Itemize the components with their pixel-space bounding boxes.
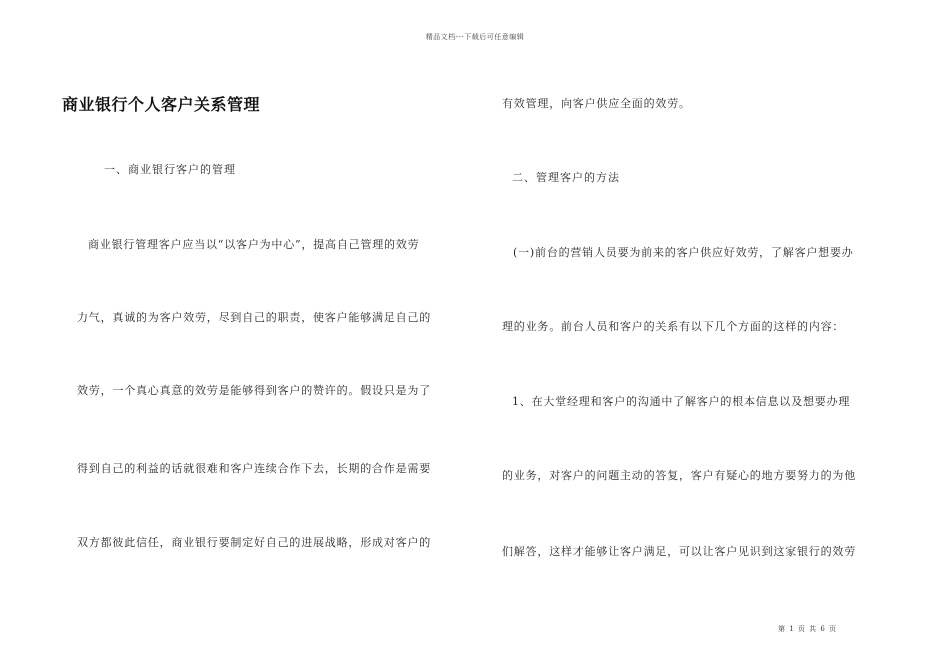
section-heading-client-management: 一、商业银行客户的管理 xyxy=(104,163,236,176)
paragraph-line: 1、在大堂经理和客户的沟通中了解客户的根本信息以及想要办理 xyxy=(512,395,851,408)
paragraph-line: 们解答，这样才能够让客户满足，可以让客户见识到这家银行的效劳 xyxy=(502,545,856,558)
paragraph-line: 的业务，对客户的问题主动的答复，客户有疑心的地方要努力的为他 xyxy=(502,469,856,482)
page-indicator: 第 1 页 共 6 页 xyxy=(778,625,838,633)
paragraph-line: 商业银行管理客户应当以“以客户为中心”，提高自己管理的效劳 xyxy=(88,238,420,251)
paragraph-line: 有效管理，向客户供应全面的效劳。 xyxy=(502,97,691,110)
paragraph-line: 双方都彼此信任，商业银行要制定好自己的进展战略，形成对客户的 xyxy=(77,536,431,549)
section-heading-management-methods: 二、管理客户的方法 xyxy=(512,171,620,184)
header-note: 精品文档---下载后可任意编辑 xyxy=(425,33,525,41)
paragraph-line: 得到自己的利益的话就很难和客户连续合作下去，长期的合作是需要 xyxy=(77,462,431,475)
paragraph-line: (一)前台的营销人员要为前来的客户供应好效劳，了解客户想要办 xyxy=(513,246,854,259)
paragraph-line: 力气，真诚的为客户效劳，尽到自己的职责，使客户能够满足自己的 xyxy=(77,311,431,324)
document-title: 商业银行个人客户关系管理 xyxy=(62,95,261,114)
paragraph-line: 效劳，一个真心真意的效劳是能够得到客户的赞许的。假设只是为了 xyxy=(77,384,431,397)
paragraph-line: 理的业务。前台人员和客户的关系有以下几个方面的这样的内容： xyxy=(502,320,845,333)
